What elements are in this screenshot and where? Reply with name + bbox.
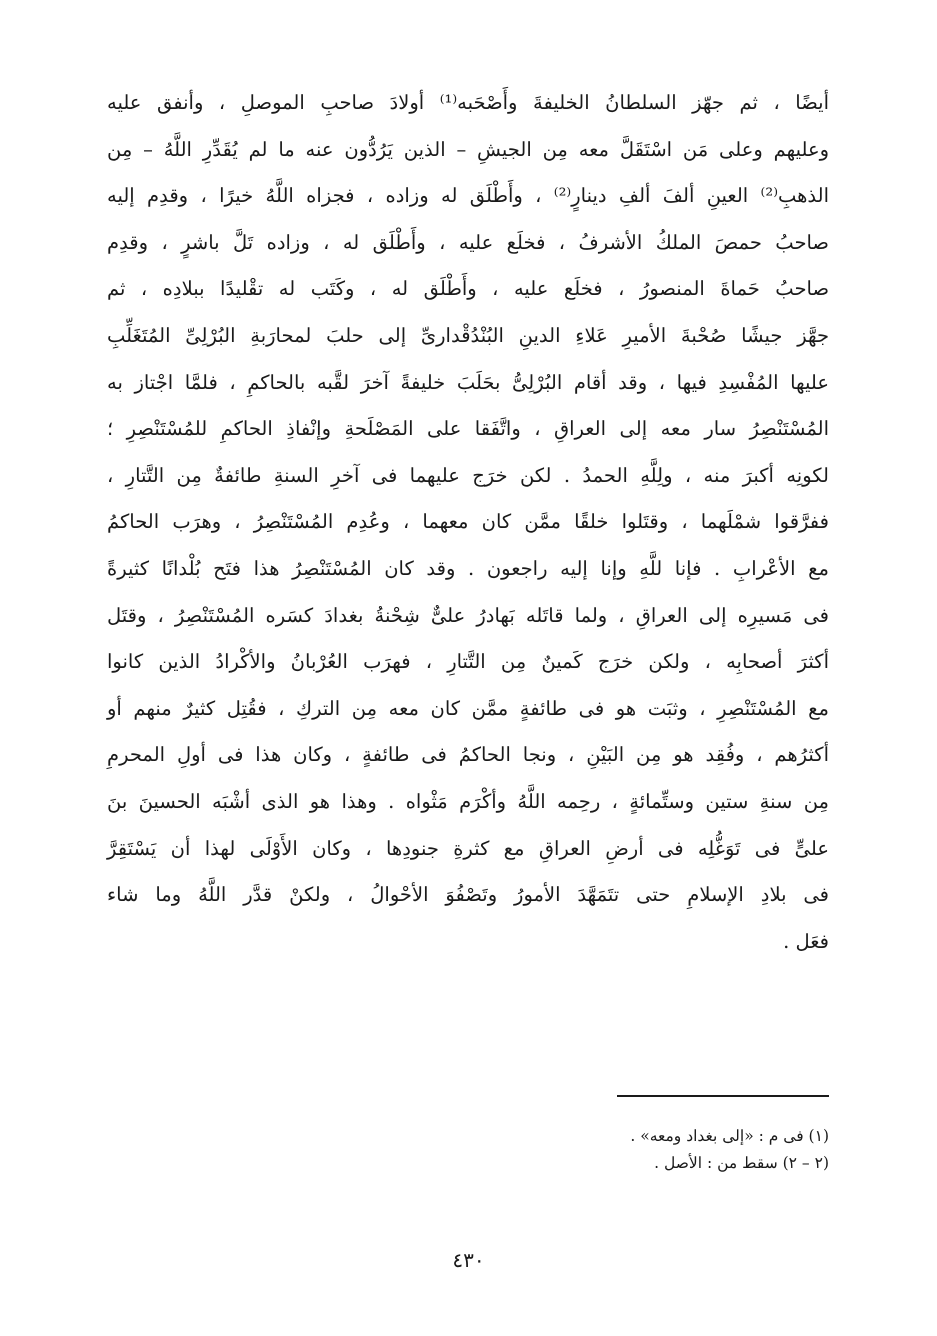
text-line: الذهبِ⁽²⁾ العينِ ألفَ ألفِ دينارٍ⁽²⁾ ، وأَطْلَق له وزاده ، فجزاه اللَّهُ خيرًا ، وقدِم إليه [107, 184, 830, 208]
text-line: صاحبُ حَماةَ المنصورُ ، فخلَع عليه ، وأَطْلَق له ، وكَتَب له تقْليدًا ببلادِه ، ثم [107, 277, 830, 301]
text-line: مِن سنةِ ستين وستِّمائةٍ ، رحِمه اللَّهُ وأكْرَم مَثْواه . وهذا هو الذى أشْبَه الحسينَ بنَ [107, 789, 829, 813]
page-number: ٤٣٠ [452, 1248, 485, 1272]
text-line: وعليهم وعلى مَن اسْتَقَلَّ معه مِن الجيشِ – الذين يَرُدُّون عنه ما لم يُقَدِّرِ اللَّهُ – مِن [107, 137, 829, 161]
footnote-2: (٢ – ٢) سقط من : الأصل . [654, 1154, 829, 1172]
text-line: فى مَسيرِه إلى العراقِ ، ولما قاتَله بَهادرُ علىٌّ شِحْنةُ بغدادَ كسَره المُسْتَنْصِرُ ، وقتَل [107, 603, 829, 627]
text-line: أكثرُهم ، وفُقِد هو مِن البَيْنِ ، ونجا الحاكمُ فى طائفةٍ ، وكان هذا فى أولِ المحرمِ [107, 743, 829, 767]
footnotes [107, 1123, 829, 1177]
text-line: أكثرَ أصحابِه ، ولكن خرَج كَمينٌ مِن التَّتارِ ، فهرَب العُرْبانُ والأكْرادُ الذين كانوا [107, 650, 829, 674]
text-line: أيضًا ، ثم جهّز السلطانُ الخليفةَ وأَصْحَبه⁽¹⁾ أولادَ صاحبِ الموصلِ ، وأنفق عليه [107, 91, 829, 114]
footnote-separator [617, 1095, 829, 1097]
footnote-1: (١) فى م : «إلى بغداد ومعه» . [630, 1127, 829, 1145]
text-line: المُسْتَنْصِرُ سار معه إلى العراقِ ، واتَّفَقا على المَصْلَحةِ وإنْفاذِ الحاكمِ للمُسْتَنْصِرِ ؛ [107, 417, 829, 441]
text-line: فى بلادِ الإسلامِ حتى تتَمَهَّدَ الأمورُ وتَصْفُوَ الأحْوالُ ، ولكنْ قدَّر اللَّهُ وما شاء [107, 883, 829, 907]
text-line: مع المُسْتَنْصِرِ ، وثبَت هو فى طائفةٍ ممَّن كان معه مِن التركِ ، فقُتِل كثيرٌ منهم أو [107, 696, 829, 720]
text-line-last: فعَل . [783, 929, 829, 953]
text-line: لكونِه أكبرَ منه ، ولِلَّهِ الحمدُ . لكن خرَج عليهما فى آخرِ السنةِ طائفةٌ مِن التَّتارِ ، [107, 463, 829, 487]
text-line: جهَّز جيشًا صُحْبةَ الأميرِ عَلاءِ الدينِ البُنْدُقْدارىِّ إلى حلبَ لمحارَبةِ البُرْلِىِّ المُتَغَلِّبِ [107, 323, 829, 347]
text-line: ففرَّقوا شمْلَهما ، وقتَلوا خلقًا ممَّن كان معهما ، وعُدِم المُسْتَنْصِرُ ، وهرَب الحاكمُ [107, 510, 829, 534]
text-line: عليها المُفْسِدِ فيها ، وقد أقام البُرْلِىُّ بحَلَبَ خليفةً آخرَ لقَّبه بالحاكمِ ، فلمَّا اجْتاز به [107, 370, 829, 394]
text-line: صاحبُ حمصَ الملكُ الأشرفُ ، فخلَع عليه ، وأَطْلَق له ، وزاده تَلَّ باشرٍ ، وقدِم [107, 230, 829, 254]
text-line: علىٍّ فى تَوَغُّلِه فى أرضِ العراقِ مع كثرةِ جنودِها ، وكان الأَوْلَى لهذا أن يَسْتَقِرَّ [107, 836, 829, 860]
text-line: مع الأعْرابِ . فإنا للَّهِ وإنا إليه راجعون . وقد كان المُسْتَنْصِرُ هذا فتَح بُلْدانًا كثيرةً [107, 556, 829, 580]
main-text [107, 80, 829, 965]
